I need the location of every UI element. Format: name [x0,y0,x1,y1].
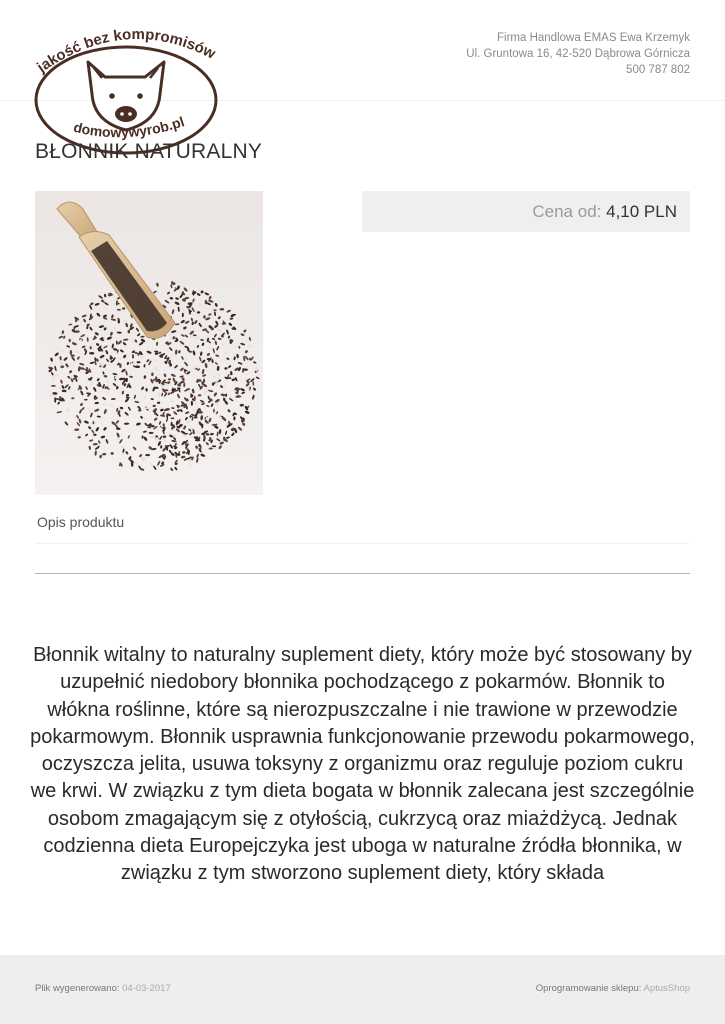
software-info [536,983,690,994]
separator-line [35,543,690,544]
svg-text:jakość bez kompromisów [33,26,218,77]
price-value: 4,10 PLN [606,202,677,221]
price-label: Cena od: [532,202,602,221]
company-name: Firma Handlowa EMAS Ewa Krzemyk [497,32,690,44]
divider [35,573,690,574]
software-label: Oprogramowanie sklepu: [535,983,642,994]
company-address: Ul. Gruntowa 16, 42-520 Dąbrowa Górnicza [466,48,690,60]
logo-top-text: jakość bez kompromisów [34,26,219,77]
product-description: Błonnik witalny to naturalny suplement diety, który może być stosowany by uzupełnić niedobory błonnika pochodzącego z pokarmów. Błonnik to włókna roślinne, które są nierozpuszczalne i nie trawione w przewodzie pokarmowym. Błonnik usprawnia funkcjonowanie przewodu pokarmowego, oczyszcza jelita, usuwa toksyny z organizmu oraz reguluje poziom cukru we krwi. W związku z tym dieta bogata w błonnik zalecana jest szczególnie osobom zmagającym się z otyłością, cukrzycą oraz miażdżycą. Jednak codzienna dieta Europejczyka jest uboga w naturalne źródła błonnika, w związku z tym stworzono suplement diety, który składa [30,644,695,885]
description-label: Opis produktu [37,514,125,530]
page-footer [0,955,725,1024]
price-box [362,191,690,232]
logo-bottom-text: domowywyrob.pl [72,113,187,141]
generated-label: Plik wygenerowano: [35,983,120,994]
page-header [0,0,725,141]
software-link[interactable]: AptusShop [643,983,690,994]
company-phone: 500 787 802 [626,64,690,76]
generated-info [35,983,171,994]
product-title: BŁONNIK NATURALNY [35,140,263,163]
fiber-seeds-scoop-image [35,191,263,495]
company-info [466,30,690,78]
generated-date: 04-03-2017 [122,983,171,994]
